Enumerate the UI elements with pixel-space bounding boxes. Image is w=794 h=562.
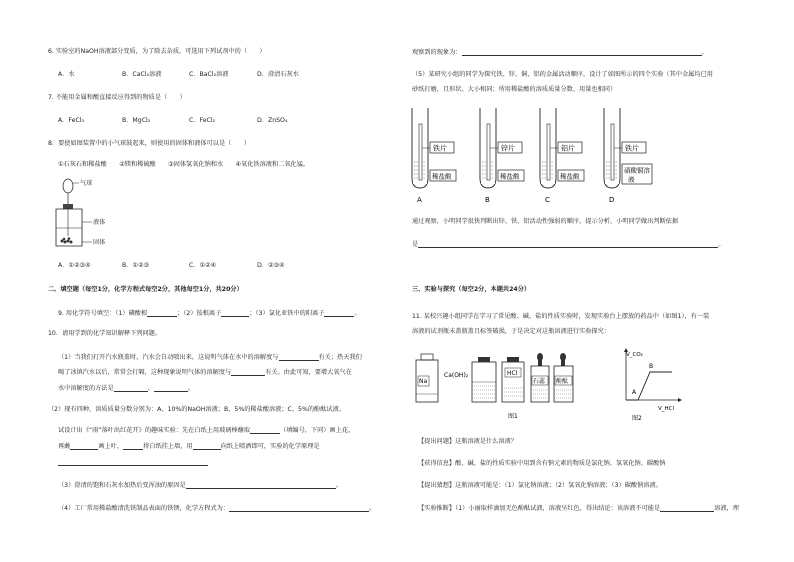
q10-p3-line: （3）澄清的饱和石灰水加热后变浑浊的原因是 。 [58,482,342,489]
label-solid: 固体 [93,239,106,246]
balloon-apparatus-figure [50,176,120,256]
metal-label: 锌片 [501,144,515,153]
graph-point-a: A [632,389,637,396]
q10-p2-line3 [58,442,320,450]
q8-option-b: B．①②③ [122,262,150,269]
r6-text: 是 [412,241,419,248]
bottle-label-litmus: 石蕊 [533,378,546,385]
q10-p2-line2 [58,426,354,434]
q10-p1g: 。 [187,385,195,392]
q10-p1a: （1）当我们打开汽水瓶盖时，汽水会自动喷出来，这说明气体在水中的溶解度与 [58,354,279,361]
q10-p1d: 有关。由此可知，要增大氧气在 [265,369,352,376]
q11-exp1: 【实验推断】（1）小丽取样滴加无色酚酞试液，溶液呈红色，得出结论：该溶液不可能是 [418,505,661,512]
q10-blank-8[interactable] [193,442,221,450]
q10-p1f: 、 [147,385,154,392]
q10-p1-line3 [58,384,194,392]
q10-p2g: 向纸上喷洒即可，实验的化学原理是 [220,443,320,450]
q10-p2f: 将白纸挂上墙，用 [143,443,193,450]
test-tube-c [540,108,584,204]
q7-option-b: B．MgCl₂ [122,117,151,124]
r6-line2: 是 。 [412,241,725,248]
q11-exp-line [418,504,739,512]
q10-blank-6[interactable] [70,442,98,450]
figure-1-caption: 图1 [508,413,518,420]
tube-letter: B [485,196,490,204]
q9-blank-1[interactable] [147,309,177,317]
test-tube-b [480,108,524,204]
graph-point-b: B [649,363,654,370]
bottle-na [416,354,438,402]
bottle-caoh2 [472,357,496,402]
q8-option-a: A．①②③④ [58,262,91,269]
q9-blank-3[interactable] [324,309,354,317]
bottle-litmus [531,353,549,402]
q7-option-c: C．FeCl₂ [189,117,216,124]
q10-p1e: 水中溶解度的方法是 [58,385,114,392]
liquid-label-line2: 液 [628,175,635,184]
q11-exp-blank[interactable] [660,504,714,512]
metal-strip [419,124,422,180]
q8-option-d: D．②③④ [257,262,285,269]
q6-option-c: C．BaCl₂溶液 [189,71,229,78]
q9-line [58,309,361,317]
metal-strip [487,124,490,180]
q9-end: 。 [354,310,361,317]
q9-mid1: ；（2）铵根离子 [177,310,222,317]
stopper [63,204,73,209]
q8-option-c: C．①②④ [189,262,217,269]
q10-p2d: 再蘸 [58,443,71,450]
q6-option-b: B．CaCl₂溶液 [122,71,162,78]
liquid-label: 稀盐酸 [500,172,520,181]
tube-letter: C [545,196,550,204]
metal-strip [547,124,550,180]
q8-items: ①石灰石和稀盐酸 ②镁和稀硫酸 ③固体氢氧化钠和水 ④氧化铁溶液和二氧化锰。 [58,161,310,168]
q11-ask: 【提出问题】这瓶溶液是什么溶液？ [418,438,517,445]
q10-stem: 10．请用学到的化学知识解释下列问题。 [48,330,162,337]
metal-label: 铁片 [433,144,447,153]
q6-stem: 6. 实验室的NaOH溶液部分变质，为了除去杂质，可选用下列试剂中的（ ） [48,48,266,55]
q10-p2e: 画上叶， [98,443,124,450]
q9-mid2: ；（3）氯化亚铁中的阳离子 [249,310,325,317]
r1-text: 观察到的现象为： [412,49,462,56]
q10-p3: （3）澄清的饱和石灰水加热后变浑浊的原因是 [58,482,186,489]
q10-p4: （4）工厂常用稀盐酸清洗铁制品表面的铁锈，化学方程式为： [58,505,229,512]
q6-option-a: A．水 [58,71,75,78]
metal-strip [611,124,614,180]
bottle-label-hcl: HCl [507,370,518,377]
graph-x-label: V_HCl [658,406,675,412]
q10-blank-3[interactable] [114,384,148,392]
label-liquid: 液体 [93,219,106,226]
r1-line: 观察到的现象为： 。 [412,49,708,56]
q10-blank-9[interactable] [58,458,208,466]
test-tube-a [412,108,456,204]
q10-p1-line1 [58,353,362,361]
q11-line1: 11. 某校兴趣小组同学在学习了常见酸、碱、盐的性质实验时，发现实验台上摆放的药品中（如图1），有一装 [412,313,710,320]
q10-p2-line1: （2）现有四种，溶质质量分数分别为：A、10%的NaOH溶液；B、5%的稀盐酸溶液；C、5%的酚酞试液。 [48,406,345,413]
figure-2-graph [612,346,684,422]
bottle-phenolphthalein [554,353,573,402]
q9-blank-2[interactable] [221,309,249,317]
q10-blank-2[interactable] [231,368,265,376]
r6-line1: 通过观察，小明同学很快判断出锌、铁、铝活动性强弱的顺序，提示分析，小明同学做出判断依据 [412,218,679,225]
q10-p2-line4 [58,458,208,466]
test-tubes-figure [400,104,690,208]
graph-y-label: V_CO₂ [626,352,643,358]
tube-letter: A [417,196,422,204]
q6-option-d: D．澄清石灰水 [257,71,299,78]
bottle-label-na: Na [419,378,428,385]
q10-blank-10[interactable] [186,481,336,489]
liquid-label: 稀盐酸 [560,172,580,181]
q11-guess: 【提出猜想】这瓶溶液可能是：（1）氯化钠溶液；（2）氢氧化钠溶液；（3）碳酸钠溶液。 [418,482,662,489]
q8-stem: 8．要使如图装置中的小气球鼓起来，则使用的固体和液体可以是（ ） [48,140,250,147]
figure-2-caption: 图2 [632,415,642,422]
q10-blank-4[interactable] [154,384,188,392]
q7-stem: 7. 不能用金属和酸直接反应得到的物质是（ ） [48,94,186,101]
metal-label: 铝片 [561,144,575,153]
section-2-heading: 二、填空题（每空1分，化学方程式每空2分，其他每空1分，共20分） [48,286,243,293]
test-tube-d [604,108,652,204]
q11-info: 【获得信息】酸、碱、盐的性质实验中用到含有钠元素的物质是氯化钠、氢氧化钠、碳酸钠 [418,460,666,467]
q10-p2b: 试设计出《“雨”落叶出红花开》的趣味实验：先在白纸上用玻璃棒蘸取 [58,427,251,434]
bottle-label-caoh2: Ca(OH)₂ [444,372,469,379]
q10-blank-11[interactable] [229,504,369,512]
q10-p2c: （填编号，下同）画上花， [280,427,355,434]
q10-blank-7[interactable] [123,442,143,450]
r1-blank[interactable] [462,48,702,56]
bottle-label-phenolphthalein: 酚酞 [556,378,569,385]
q10-blank-5[interactable] [250,426,280,434]
liquid-label: 硝酸铜溶 [624,166,650,175]
r6-blank[interactable] [418,240,718,248]
liquid-label: 稀盐酸 [432,172,452,181]
q10-p4-line: （4）工厂常用稀盐酸清洗铁制品表面的铁锈，化学方程式为： 。 [58,505,376,512]
balloon-shape [63,179,73,193]
figure-1-bottles [410,350,580,422]
q7-option-a: A．FeCl₃ [58,117,84,124]
label-balloon: 气球 [80,180,93,187]
r5-line1: （5）某研究小组的同学为探究铁、锌、铜、铝的金属活动顺序，设计了如图所示的四个实验（其中金属均已用 [412,71,713,78]
bottle-hcl [502,357,524,402]
q11-exp2: 溶液，理 [714,505,739,512]
q9-pre: 9. 用化学符号填空：（1）磷酸根 [58,310,148,317]
q10-p1-line2 [58,368,352,376]
q7-option-d: D．ZnSO₄ [257,117,288,124]
tube-letter: D [609,196,615,204]
q11-line2: 溶液的试剂瓶未盖瓶盖且标签破损，于是决定对这瓶溶液进行实验探究： [412,328,610,335]
r5-line2: 砂纸打磨，且形状、大小相同；所用稀盐酸的溶质质量分数、用量也相同） [412,86,617,93]
section-3-heading: 三、实验与探究（每空2分，本题共24分） [412,286,531,293]
q10-p1b: 有关；热天我们 [318,354,362,361]
q10-blank-1[interactable] [279,353,319,361]
metal-label: 铁片 [625,144,639,153]
q10-p1c: 喝了冰镇汽水以后，常常会打嗝，这种现象说明气体的溶解度与 [58,369,232,376]
